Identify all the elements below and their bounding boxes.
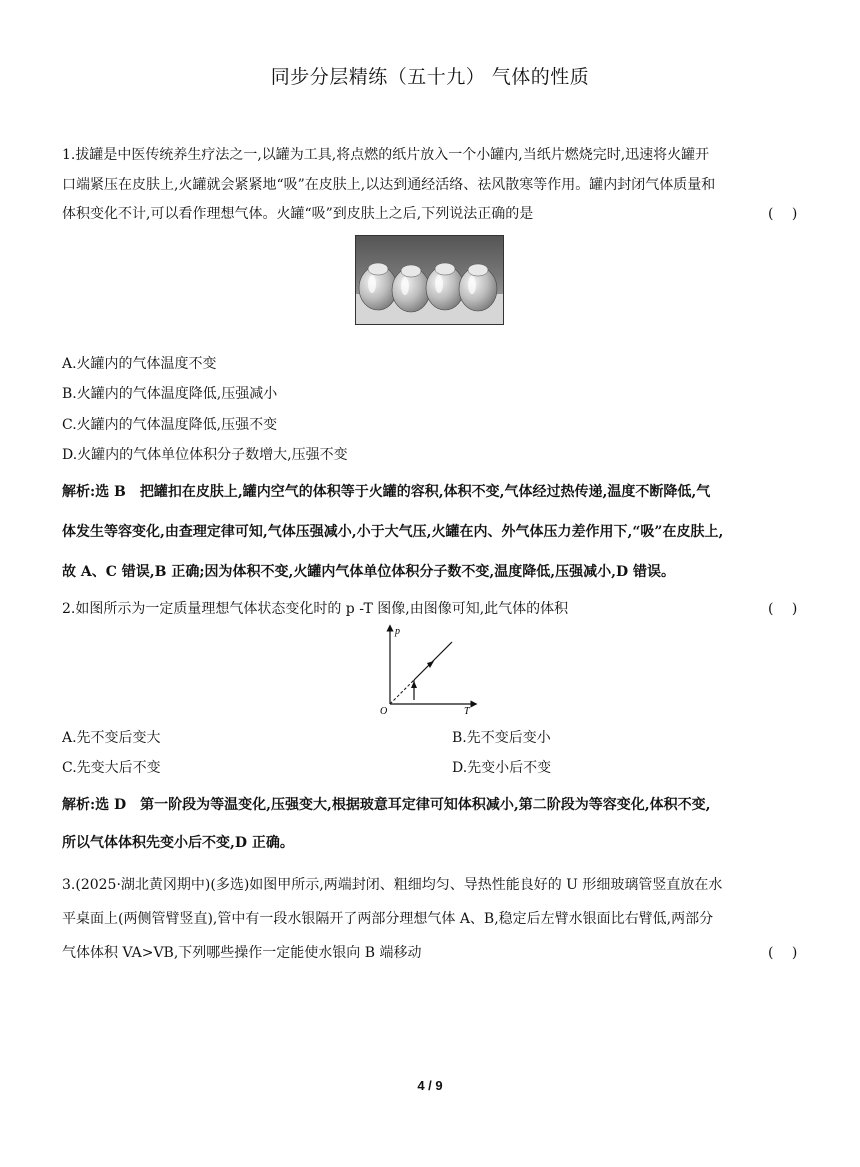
q2-answer-blank: ( ) — [768, 601, 798, 617]
q2-analysis-line-2: 所以气体体积先变小后不变,D 正确。 — [62, 835, 294, 851]
q1-stem-line-3: 体积变化不计,可以看作理想气体。火罐“吸”到皮肤上之后,下列说法正确的是 — [62, 206, 534, 222]
page-title: 同步分层精练（五十九） 气体的性质 — [270, 66, 590, 88]
q1-option-a: A.火罐内的气体温度不变 — [62, 356, 217, 372]
q1-analysis-line-2: 体发生等容变化,由查理定律可知,气体压强减小,小于大气压,火罐在内、外气体压力差作用下,“吸”在皮肤上, — [62, 524, 724, 540]
q3-stem-line-2: 平桌面上(两侧管臂竖直),管中有一段水银隔开了两部分理想气体 A、B,稳定后左臂水银面比右臂低,两部分 — [62, 911, 714, 927]
q1-option-c: C.火罐内的气体温度降低,压强不变 — [62, 417, 278, 433]
q2-option-b: B.先不变后变小 — [452, 730, 551, 746]
q2-option-d: D.先变小后不变 — [452, 760, 552, 776]
q3-stem-line-1: 3.(2025·湖北黄冈期中)(多选)如图甲所示,两端封闭、粗细均匀、导热性能良好的 U 形细玻璃管竖直放在水 — [62, 877, 723, 893]
q3-answer-blank: ( ) — [768, 945, 798, 961]
x-axis-label: T — [464, 706, 470, 714]
cupping-jars-photo — [355, 235, 504, 325]
y-axis-label: p — [395, 626, 400, 637]
q2-option-c: C.先变大后不变 — [62, 760, 161, 776]
q1-analysis-line-3: 故 A、C 错误,B 正确;因为体积不变,火罐内气体单位体积分子数不变,温度降低,压强减小,D 错误。 — [62, 564, 676, 580]
q1-option-b: B.火罐内的气体温度降低,压强减小 — [62, 386, 278, 402]
q2-analysis-line-1: 解析:选 D 第一阶段为等温变化,压强变大,根据玻意耳定律可知体积减小,第二阶段为等容变化,体积不变, — [62, 797, 711, 813]
q2-option-a: A.先不变后变大 — [62, 730, 161, 746]
q1-stem-line-1: 1.拔罐是中医传统养生疗法之一,以罐为工具,将点燃的纸片放入一个小罐内,当纸片燃烧完时,迅速将火罐开 — [62, 147, 710, 163]
origin-label: O — [380, 706, 388, 714]
q1-analysis-line-1: 解析:选 B 把罐扣在皮肤上,罐内空气的体积等于火罐的容积,体积不变,气体经过热传递,温度不断降低,气 — [62, 484, 711, 500]
q1-stem-line-2: 口端紧压在皮肤上,火罐就会紧紧地“吸”在皮肤上,以达到通经活络、祛风散寒等作用。罐内封闭气体质量和 — [62, 177, 716, 193]
extension-dashed-line — [390, 680, 414, 704]
slanted-segment — [414, 642, 452, 680]
q1-option-d: D.火罐内的气体单位体积分子数增大,压强不变 — [62, 447, 348, 463]
q3-stem-line-3: 气体体积 VA>VB,下列哪些操作一定能使水银向 B 端移动 — [62, 945, 422, 961]
q2-stem: 2.如图所示为一定质量理想气体状态变化时的 p -T 图像,由图像可知,此气体的体积 — [62, 601, 569, 617]
q1-answer-blank: ( ) — [768, 206, 798, 222]
slant-arrow — [427, 661, 434, 668]
page-number: 4 / 9 — [417, 1078, 443, 1093]
p-t-graph — [378, 622, 478, 714]
